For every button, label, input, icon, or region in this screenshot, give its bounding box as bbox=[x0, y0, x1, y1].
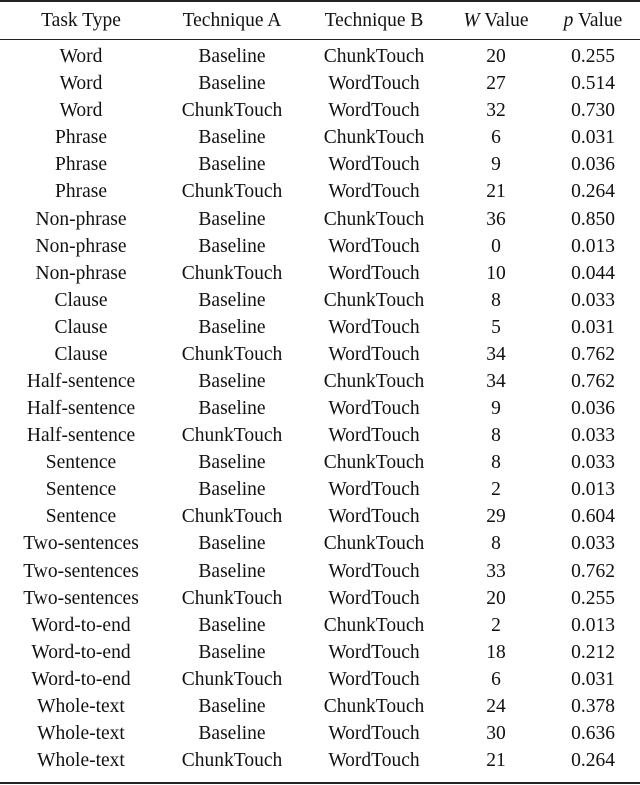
cell-p-value: 0.031 bbox=[571, 316, 615, 338]
cell-task-type: Clause bbox=[54, 289, 108, 311]
cell-task-type: Sentence bbox=[45, 506, 117, 528]
table-row bbox=[0, 585, 640, 612]
cell-task-type: Non-phrase bbox=[35, 235, 127, 257]
cell-w-value: 32 bbox=[486, 100, 506, 122]
cell-p-value: 0.033 bbox=[571, 425, 615, 447]
cell-p-value: 0.013 bbox=[571, 614, 615, 636]
cell-technique-b: WordTouch bbox=[328, 722, 420, 744]
w-label: Value bbox=[484, 9, 529, 31]
cell-technique-a: ChunkTouch bbox=[181, 343, 283, 365]
cell-w-value: 2 bbox=[491, 614, 501, 636]
p-label: Value bbox=[577, 9, 623, 31]
table-row bbox=[0, 530, 640, 557]
cell-w-value: 36 bbox=[486, 208, 506, 230]
cell-w-value: 27 bbox=[486, 73, 506, 95]
cell-w-value: 9 bbox=[491, 398, 501, 420]
table-row bbox=[0, 97, 640, 124]
cell-w-value: 6 bbox=[491, 668, 501, 690]
cell-technique-a: Baseline bbox=[198, 533, 266, 555]
table-row bbox=[0, 639, 640, 666]
table-body bbox=[0, 39, 640, 774]
cell-w-value: 34 bbox=[486, 370, 506, 392]
header-w-value bbox=[446, 2, 546, 39]
cell-technique-b: WordTouch bbox=[328, 154, 420, 176]
cell-technique-a: Baseline bbox=[198, 452, 266, 474]
cell-technique-a: ChunkTouch bbox=[181, 587, 283, 609]
cell-task-type: Phrase bbox=[55, 154, 107, 176]
cell-technique-a: Baseline bbox=[198, 73, 266, 95]
cell-technique-a: Baseline bbox=[198, 46, 266, 68]
cell-technique-b: WordTouch bbox=[328, 479, 420, 501]
cell-technique-a: Baseline bbox=[198, 208, 266, 230]
cell-technique-b: WordTouch bbox=[328, 668, 420, 690]
cell-technique-a: Baseline bbox=[198, 695, 266, 717]
cell-w-value: 24 bbox=[486, 695, 506, 717]
cell-technique-b: ChunkTouch bbox=[323, 695, 425, 717]
cell-p-value: 0.730 bbox=[571, 100, 615, 122]
p-symbol: p bbox=[563, 9, 574, 31]
cell-p-value: 0.264 bbox=[571, 181, 615, 203]
header-technique-a: Technique A bbox=[182, 9, 282, 31]
cell-technique-b: ChunkTouch bbox=[323, 289, 425, 311]
cell-w-value: 30 bbox=[486, 722, 506, 744]
cell-task-type: Half-sentence bbox=[26, 398, 136, 420]
cell-task-type: Word bbox=[59, 46, 103, 68]
cell-technique-a: ChunkTouch bbox=[181, 181, 283, 203]
cell-technique-b: ChunkTouch bbox=[323, 127, 425, 149]
cell-w-value: 18 bbox=[486, 641, 506, 663]
cell-w-value: 9 bbox=[491, 154, 501, 176]
cell-p-value: 0.514 bbox=[571, 73, 615, 95]
cell-technique-a: Baseline bbox=[198, 370, 266, 392]
cell-technique-b: WordTouch bbox=[328, 316, 420, 338]
cell-task-type: Half-sentence bbox=[26, 425, 136, 447]
header-task-type: Task Type bbox=[41, 9, 121, 31]
cell-p-value: 0.378 bbox=[571, 695, 615, 717]
table-row bbox=[0, 395, 640, 422]
cell-technique-b: ChunkTouch bbox=[323, 614, 425, 636]
cell-p-value: 0.604 bbox=[571, 506, 615, 528]
table-row bbox=[0, 178, 640, 205]
cell-technique-a: Baseline bbox=[198, 560, 266, 582]
cell-technique-a: Baseline bbox=[198, 235, 266, 257]
table-row bbox=[0, 260, 640, 287]
table-row bbox=[0, 368, 640, 395]
cell-task-type: Word bbox=[59, 73, 103, 95]
cell-technique-b: WordTouch bbox=[328, 73, 420, 95]
cell-task-type: Non-phrase bbox=[35, 262, 127, 284]
table-row bbox=[0, 151, 640, 178]
cell-technique-b: WordTouch bbox=[328, 560, 420, 582]
cell-technique-b: WordTouch bbox=[328, 506, 420, 528]
bottom-rule bbox=[0, 782, 640, 784]
cell-p-value: 0.636 bbox=[571, 722, 615, 744]
cell-technique-b: WordTouch bbox=[328, 235, 420, 257]
table-row bbox=[0, 666, 640, 693]
cell-technique-a: Baseline bbox=[198, 614, 266, 636]
cell-w-value: 20 bbox=[486, 46, 506, 68]
cell-w-value: 34 bbox=[486, 343, 506, 365]
cell-task-type: Whole-text bbox=[37, 722, 125, 744]
table-row bbox=[0, 747, 640, 774]
table-row bbox=[0, 287, 640, 314]
cell-w-value: 6 bbox=[491, 127, 501, 149]
table-row bbox=[0, 422, 640, 449]
cell-p-value: 0.031 bbox=[571, 127, 615, 149]
cell-p-value: 0.013 bbox=[571, 235, 615, 257]
cell-w-value: 8 bbox=[491, 452, 501, 474]
cell-task-type: Word-to-end bbox=[31, 614, 131, 636]
table-row bbox=[0, 693, 640, 720]
cell-technique-a: Baseline bbox=[198, 722, 266, 744]
cell-w-value: 5 bbox=[491, 316, 501, 338]
table-row bbox=[0, 205, 640, 232]
cell-technique-b: ChunkTouch bbox=[323, 46, 425, 68]
cell-task-type: Whole-text bbox=[37, 750, 125, 772]
cell-w-value: 0 bbox=[491, 235, 501, 257]
cell-task-type: Sentence bbox=[45, 452, 117, 474]
cell-technique-a: ChunkTouch bbox=[181, 668, 283, 690]
cell-p-value: 0.033 bbox=[571, 533, 615, 555]
cell-technique-b: WordTouch bbox=[328, 398, 420, 420]
cell-task-type: Clause bbox=[54, 316, 108, 338]
cell-w-value: 8 bbox=[491, 533, 501, 555]
cell-p-value: 0.033 bbox=[571, 452, 615, 474]
cell-technique-b: ChunkTouch bbox=[323, 452, 425, 474]
cell-w-value: 29 bbox=[486, 506, 506, 528]
cell-technique-a: Baseline bbox=[198, 127, 266, 149]
cell-task-type: Phrase bbox=[55, 127, 107, 149]
cell-task-type: Sentence bbox=[45, 479, 117, 501]
cell-p-value: 0.762 bbox=[571, 560, 615, 582]
cell-p-value: 0.036 bbox=[571, 154, 615, 176]
cell-technique-a: Baseline bbox=[198, 641, 266, 663]
cell-technique-b: WordTouch bbox=[328, 425, 420, 447]
cell-w-value: 20 bbox=[486, 587, 506, 609]
table-row bbox=[0, 341, 640, 368]
cell-technique-b: WordTouch bbox=[328, 750, 420, 772]
cell-technique-a: ChunkTouch bbox=[181, 506, 283, 528]
header-p-value bbox=[546, 2, 640, 39]
table-row bbox=[0, 476, 640, 503]
cell-technique-b: WordTouch bbox=[328, 181, 420, 203]
cell-technique-b: ChunkTouch bbox=[323, 533, 425, 555]
table-row bbox=[0, 70, 640, 97]
cell-p-value: 0.212 bbox=[571, 641, 615, 663]
cell-technique-b: WordTouch bbox=[328, 343, 420, 365]
cell-technique-b: WordTouch bbox=[328, 100, 420, 122]
cell-task-type: Whole-text bbox=[37, 695, 125, 717]
cell-task-type: Two-sentences bbox=[23, 587, 139, 609]
cell-task-type: Word-to-end bbox=[31, 641, 131, 663]
cell-p-value: 0.255 bbox=[571, 587, 615, 609]
cell-task-type: Half-sentence bbox=[26, 370, 136, 392]
cell-technique-a: Baseline bbox=[198, 154, 266, 176]
table-row bbox=[0, 449, 640, 476]
cell-w-value: 10 bbox=[486, 262, 506, 284]
cell-technique-a: ChunkTouch bbox=[181, 425, 283, 447]
table-row bbox=[0, 503, 640, 530]
cell-w-value: 8 bbox=[491, 425, 501, 447]
cell-task-type: Clause bbox=[54, 343, 108, 365]
cell-p-value: 0.762 bbox=[571, 370, 615, 392]
cell-w-value: 21 bbox=[486, 750, 506, 772]
cell-p-value: 0.031 bbox=[571, 668, 615, 690]
cell-p-value: 0.850 bbox=[571, 208, 615, 230]
cell-task-type: Phrase bbox=[55, 181, 107, 203]
cell-task-type: Two-sentences bbox=[23, 533, 139, 555]
cell-p-value: 0.033 bbox=[571, 289, 615, 311]
cell-technique-a: Baseline bbox=[198, 479, 266, 501]
cell-technique-b: WordTouch bbox=[328, 262, 420, 284]
w-symbol: W bbox=[463, 9, 480, 31]
cell-task-type: Two-sentences bbox=[23, 560, 139, 582]
table-row bbox=[0, 612, 640, 639]
table-row bbox=[0, 720, 640, 747]
cell-technique-b: WordTouch bbox=[328, 641, 420, 663]
cell-technique-b: ChunkTouch bbox=[323, 370, 425, 392]
cell-p-value: 0.013 bbox=[571, 479, 615, 501]
table-row bbox=[0, 314, 640, 341]
cell-technique-b: ChunkTouch bbox=[323, 208, 425, 230]
cell-technique-a: Baseline bbox=[198, 398, 266, 420]
cell-technique-a: Baseline bbox=[198, 316, 266, 338]
cell-p-value: 0.036 bbox=[571, 398, 615, 420]
cell-technique-a: ChunkTouch bbox=[181, 750, 283, 772]
table-row bbox=[0, 39, 640, 70]
header-row bbox=[0, 2, 640, 39]
cell-technique-a: ChunkTouch bbox=[181, 100, 283, 122]
table-row bbox=[0, 124, 640, 151]
cell-task-type: Non-phrase bbox=[35, 208, 127, 230]
cell-p-value: 0.264 bbox=[571, 750, 615, 772]
cell-w-value: 2 bbox=[491, 479, 501, 501]
cell-technique-a: Baseline bbox=[198, 289, 266, 311]
cell-technique-b: WordTouch bbox=[328, 587, 420, 609]
cell-p-value: 0.044 bbox=[571, 262, 615, 284]
table-row bbox=[0, 557, 640, 584]
cell-p-value: 0.762 bbox=[571, 343, 615, 365]
table-row bbox=[0, 233, 640, 260]
cell-w-value: 33 bbox=[486, 560, 506, 582]
header-technique-b: Technique B bbox=[324, 9, 424, 31]
cell-task-type: Word bbox=[59, 100, 103, 122]
wilcoxon-results-table bbox=[0, 2, 640, 774]
cell-p-value: 0.255 bbox=[571, 46, 615, 68]
cell-technique-a: ChunkTouch bbox=[181, 262, 283, 284]
cell-w-value: 21 bbox=[486, 181, 506, 203]
cell-w-value: 8 bbox=[491, 289, 501, 311]
cell-task-type: Word-to-end bbox=[31, 668, 131, 690]
